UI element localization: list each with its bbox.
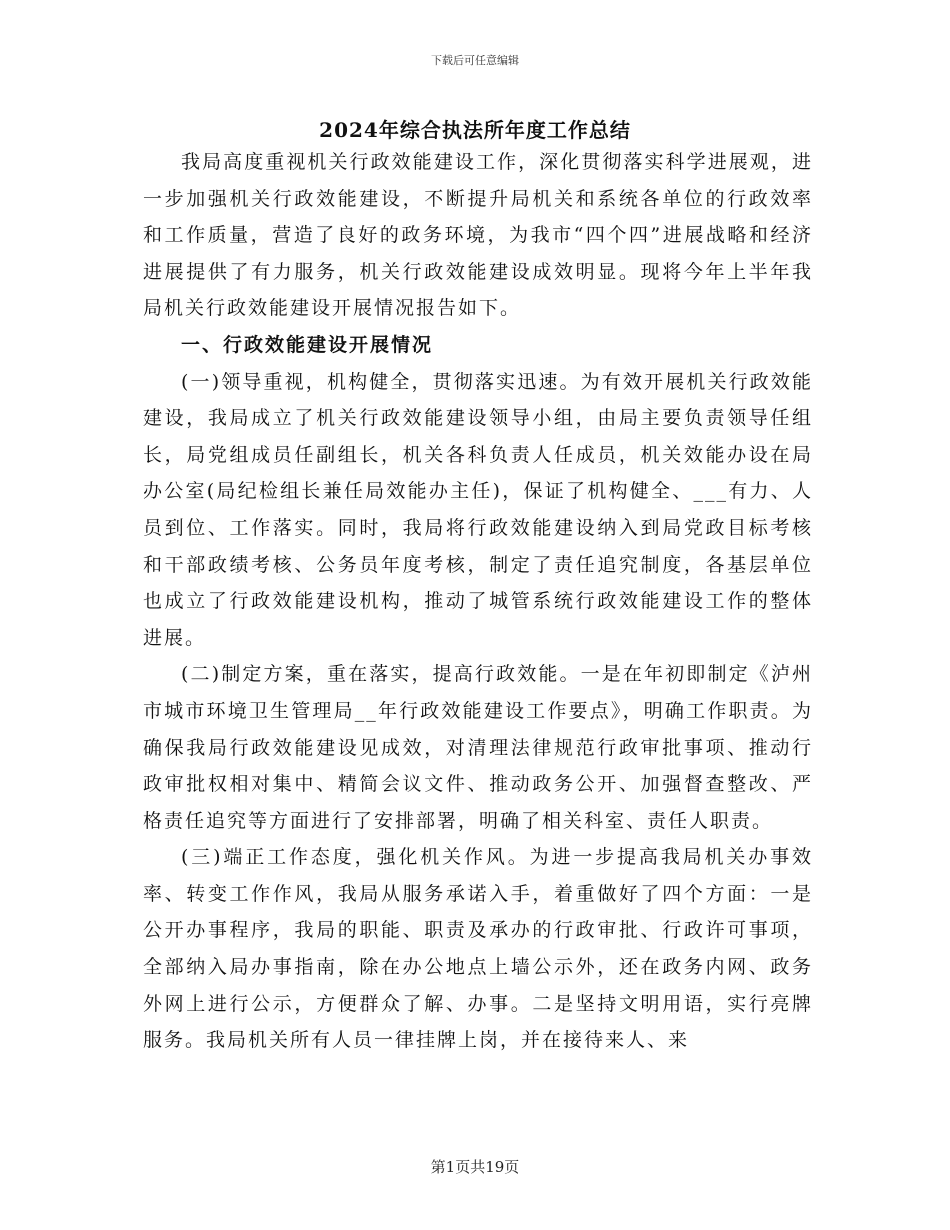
page-header-note: 下载后可任意编辑 — [431, 54, 519, 67]
paragraph-leadership: (一)领导重视，机构健全，贯彻落实迅速。为有效开展机关行政效能建设，我局成立了机关行政效能建设领导小组，由局主要负责领导任组长，局党组成员任副组长，机关各科负责人任成员，机关效能办设在局办公室(局纪检组长兼任局效能办主任)，保证了机构健全、___有力、人员到位、工作落实。同时，我局将行政效能建设纳入到局党政目标考核和干部政绩考核、公务员年度考核，制定了责任追究制度，各基层单位也成立了行政效能建设机构，推动了城管系统行政效能建设工作的整体进展。 — [143, 370, 813, 649]
page-footer-number: 第1页共19页 — [430, 1158, 520, 1176]
document-title: 2024年综合执法所年度工作总结 — [319, 118, 631, 142]
intro-paragraph: 我局高度重视机关行政效能建设工作，深化贯彻落实科学进展观，进一步加强机关行政效能建设，不断提升局机关和系统各单位的行政效率和工作质量，营造了良好的政务环境，为我市“四个四”进展战略和经济进展提供了有力服务，机关行政效能建设成效明显。现将今年上半年我局机关行政效能建设开展情况报告如下。 — [143, 151, 813, 320]
paragraph-work-style: (三)端正工作态度，强化机关作风。为进一步提高我局机关办事效率、转变工作作风，我局从服务承诺入手，着重做好了四个方面：一是公开办事程序，我局的职能、职责及承办的行政审批、行政许可事项，全部纳入局办事指南，除在办公地点上墙公示外，还在政务内网、政务外网上进行公示，方便群众了解、办事。二是坚持文明用语，实行亮牌服务。我局机关所有人员一律挂牌上岗，并在接待来人、来 — [143, 846, 813, 1052]
paragraph-plan: (二)制定方案，重在落实，提高行政效能。一是在年初即制定《泸州市城市环境卫生管理局__年行政效能建设工作要点》，明确工作职责。为确保我局行政效能建设见成效，对清理法律规范行政审批事项、推动行政审批权相对集中、精简会议文件、推动政务公开、加强督查整改、严格责任追究等方面进行了安排部署，明确了相关科室、责任人职责。 — [143, 663, 813, 832]
section-heading-1: 一、行政效能建设开展情况 — [181, 333, 434, 356]
document-body — [143, 144, 813, 1059]
